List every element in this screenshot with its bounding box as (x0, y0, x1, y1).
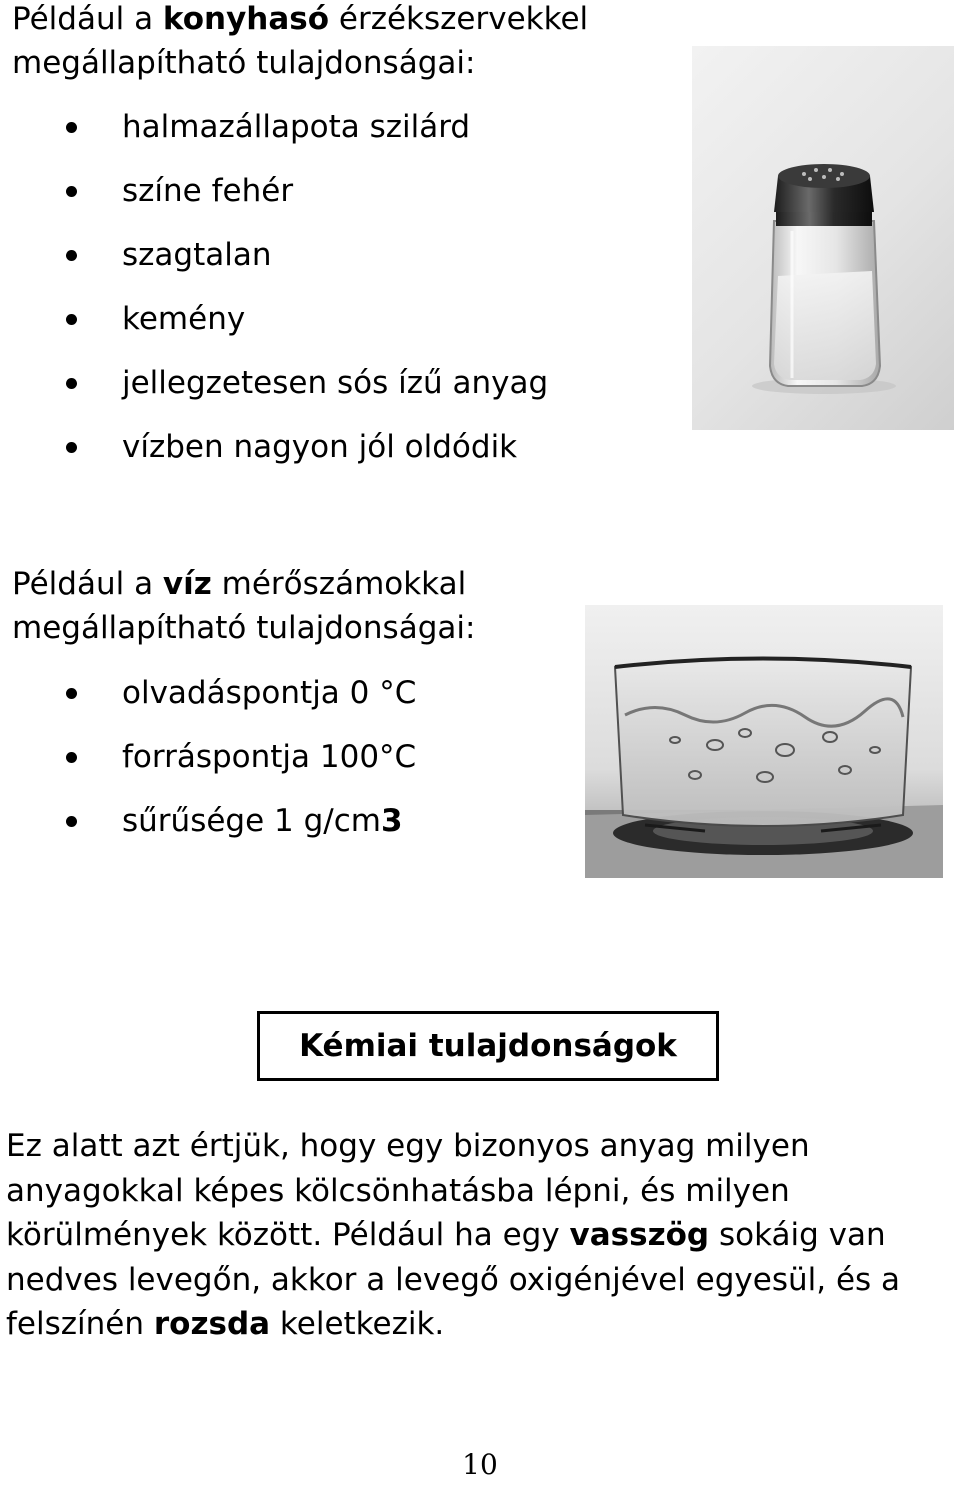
water-intro-text: Például a víz mérőszámokkal megállapítható tulajdonságai: (12, 566, 476, 646)
salt-keyword: konyhasó (162, 1, 330, 37)
bullet-icon (66, 314, 77, 325)
bullet-icon (66, 752, 77, 763)
bullet-icon (66, 442, 77, 453)
list-item: forráspontja 100°C (0, 725, 416, 789)
list-item: jellegzetesen sós ízű anyag (0, 351, 548, 415)
salt-shaker-photo (692, 46, 954, 430)
salt-intro-text: Például a konyhasó érzékszervekkel megállapítható tulajdonságai: (12, 1, 589, 81)
list-item: vízben nagyon jól oldódik (0, 415, 548, 479)
boiling-pot-illustration (585, 605, 943, 878)
density-exponent: 3 (380, 803, 403, 839)
water-properties-list (0, 661, 416, 853)
salt-shaker-illustration (692, 46, 954, 430)
section-heading-chemical-properties: Kémiai tulajdonságok (257, 1011, 719, 1081)
page-number: 10 (462, 1448, 498, 1481)
rust-keyword: rozsda (153, 1306, 271, 1342)
list-item: halmazállapota szilárd (0, 95, 548, 159)
boiling-water-pot-photo (585, 605, 943, 878)
bullet-icon (66, 378, 77, 389)
list-item: kemény (0, 287, 548, 351)
list-item: sűrűsége 1 g/cm3 (0, 789, 416, 853)
bullet-icon (66, 186, 77, 197)
salt-properties-list (0, 95, 548, 479)
bullet-icon (66, 816, 77, 827)
chemical-properties-paragraph: Ez alatt azt értjük, hogy egy bizonyos anyag milyen anyagokkal képes kölcsönhatásba lépni, és milyen körülmények között. Például ha egy vasszög sokáig van nedves levegőn, akkor a levegő oxigénjével egyesül, és a felszínén rozsda keletkezik. (6, 1128, 901, 1342)
bullet-icon (66, 250, 77, 261)
bullet-icon (66, 688, 77, 699)
list-item: olvadáspontja 0 °C (0, 661, 416, 725)
list-item: színe fehér (0, 159, 548, 223)
nail-keyword: vasszög (569, 1217, 710, 1253)
bullet-icon (66, 122, 77, 133)
list-item: szagtalan (0, 223, 548, 287)
water-keyword: víz (162, 566, 212, 602)
